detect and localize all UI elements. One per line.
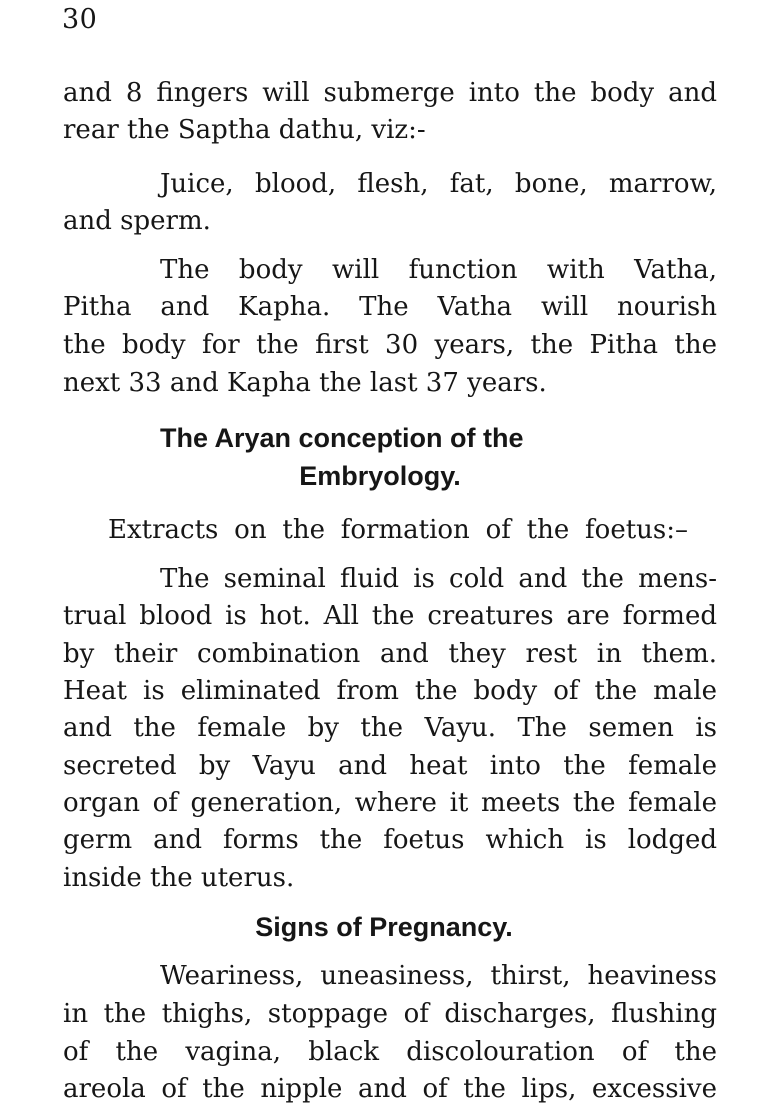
paragraph-line: trual blood is hot. All the creatures are formed: [63, 601, 717, 631]
intro-line: Extracts on the formation of the foetus:–: [108, 515, 688, 545]
paragraph-line: by their combination and they rest in them.: [63, 639, 717, 669]
paragraph-line: Juice, blood, flesh, fat, bone, marrow,: [160, 169, 717, 199]
paragraph-line: areola of the nipple and of the lips, excessive: [63, 1074, 717, 1104]
paragraph-line: and the female by the Vayu. The semen is: [63, 713, 717, 743]
paragraph-line: Pitha and Kapha. The Vatha will nourish: [63, 292, 717, 322]
paragraph-line: Weariness, uneasiness, thirst, heaviness: [160, 961, 717, 991]
section-heading: Embryology.: [299, 461, 461, 491]
paragraph-line: organ of generation, where it meets the female: [63, 788, 717, 818]
section-heading: Signs of Pregnancy.: [255, 912, 513, 942]
paragraph-line: next 33 and Kapha the last 37 years.: [63, 368, 547, 398]
paragraph-line: secreted by Vayu and heat into the female: [63, 751, 717, 781]
paragraph-line: of the vagina, black discolouration of the: [63, 1037, 717, 1067]
section-heading: The Aryan conception of the: [160, 423, 524, 453]
paragraph-line: Heat is eliminated from the body of the male: [63, 676, 717, 706]
paragraph-line: the body for the first 30 years, the Pitha the: [63, 330, 717, 360]
page-number: 30: [62, 4, 98, 35]
paragraph-line: The body will function with Vatha,: [160, 255, 717, 285]
paragraph-line: in the thighs, stoppage of discharges, flushing: [63, 999, 717, 1029]
paragraph-line: rear the Saptha dathu, viz:-: [63, 115, 426, 145]
paragraph-line: inside the uterus.: [63, 863, 295, 893]
paragraph-line: and sperm.: [63, 206, 211, 236]
paragraph-line: The seminal fluid is cold and the mens-: [160, 564, 717, 594]
paragraph-line: and 8 fingers will submerge into the body and: [63, 78, 717, 108]
paragraph-line: germ and forms the foetus which is lodged: [63, 825, 717, 855]
